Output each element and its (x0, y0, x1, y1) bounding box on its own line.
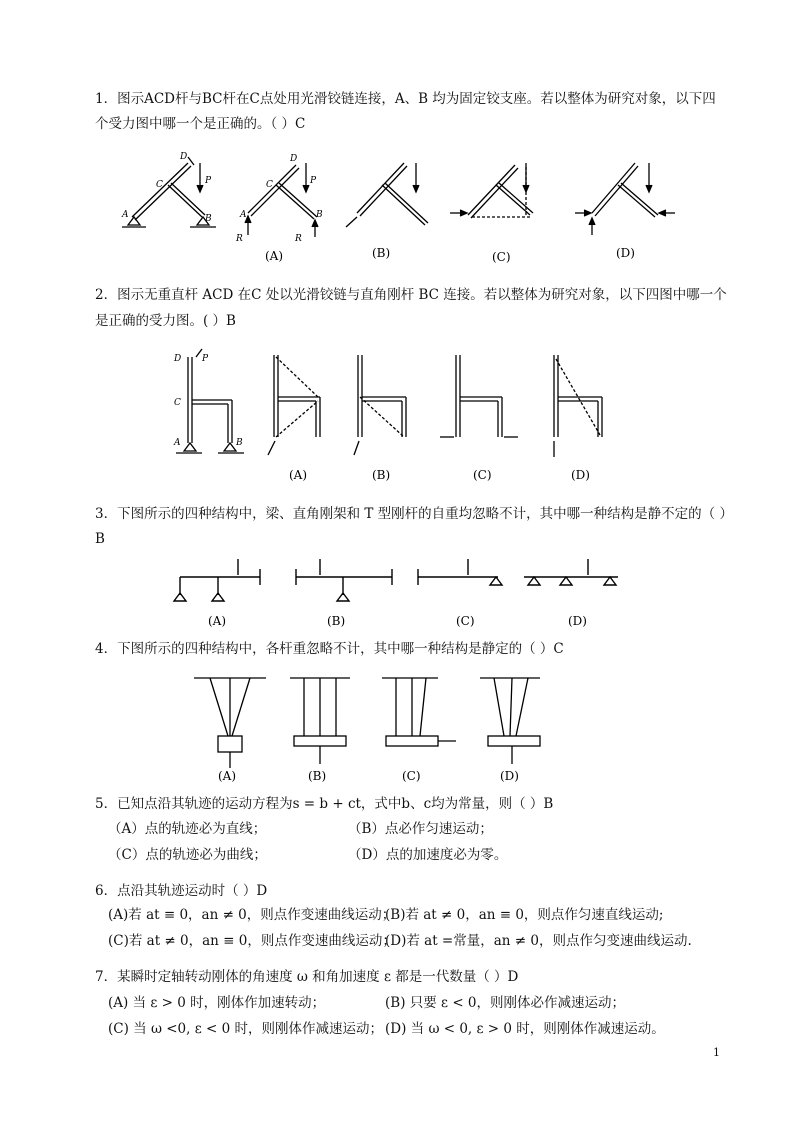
q5-option-a: （A）点的轨迹必为直线； (108, 821, 267, 837)
q6-option-b: (B)若 at ≠ 0，an ≡ 0，则点作匀速直线运动; (385, 907, 664, 923)
q1a-label-b: B (316, 210, 323, 220)
q4-fig-d: (D) (500, 769, 519, 783)
q2-fig-b: (B) (372, 468, 391, 482)
q2-label-p: P (202, 354, 209, 364)
q1-label-p: P (205, 176, 212, 186)
q2-label-d: D (174, 354, 182, 364)
q2-label-c: C (174, 398, 181, 408)
q6-option-a: (A)若 at ≡ 0，an ≠ 0，则点作变速曲线运动； (108, 907, 396, 923)
q5-option-c: （C）点的轨迹必为曲线； (108, 847, 267, 863)
q3-fig-c: (C) (456, 614, 475, 628)
q7-line1: 7．某瞬时定轴转动刚体的角速度 ω 和角加速度 ε 都是一代数量（ ）D (95, 969, 519, 985)
q1a-label-c: C (266, 180, 273, 190)
q1-fig-c: (C) (492, 250, 511, 264)
q1-figure (110, 145, 690, 270)
q3-fig-b: (B) (327, 614, 346, 628)
q6-option-c: (C)若 at ≠ 0，an ≡ 0，则点作变速曲线运动； (108, 933, 396, 949)
q5-option-b: （B）点必作匀速运动； (348, 821, 493, 837)
q3-line2: B (95, 531, 105, 547)
q2-label-a: A (174, 438, 181, 448)
q2-figure (168, 345, 628, 485)
q6-line1: 6．点沿其轨迹运动时（ ）D (95, 883, 268, 899)
q4-fig-c: (C) (402, 769, 421, 783)
q4-fig-a: (A) (218, 769, 237, 783)
q1-label-b: B (205, 214, 212, 224)
q1-line1: 1．图示ACD杆与BC杆在C点处用光滑铰链连接，A、B 均为固定铰支座。若以整体为研究对象，以下四 (95, 91, 716, 107)
q1-fig-a: (A) (265, 249, 284, 263)
q1-label-d: D (180, 152, 188, 162)
q7-option-c: (C) 当 ω <0, ε < 0 时，则刚体作减速运动； (108, 1021, 383, 1037)
q1-fig-b: (B) (372, 246, 391, 260)
q2-line1: 2．图示无重直杆 ACD 在C 处以光滑铰链与直角刚杆 BC 连接。若以整体为研究对象，以下四图中哪一个 (95, 287, 727, 303)
q2-fig-c: (C) (473, 468, 492, 482)
q6-option-d: (D)若 at =常量，an ≠ 0，则点作匀变速曲线运动. (385, 933, 692, 949)
q3-fig-a: (A) (208, 614, 227, 628)
q5-option-d: （D）点的加速度必为零。 (348, 847, 508, 863)
q2-line2: 是正确的受力图。( ）B (95, 313, 236, 329)
q4-line1: 4．下图所示的四种结构中，各杆重忽略不计，其中哪一种结构是静定的（ ）C (95, 641, 564, 657)
q4-figure (190, 668, 560, 783)
q2-fig-a: (A) (289, 468, 308, 482)
q5-line1: 5．已知点沿其轨迹的运动方程为s = b + ct，式中b、c均为常量，则（ ）B (95, 796, 554, 812)
page-number: 1 (713, 1046, 720, 1059)
q3-figure (168, 555, 628, 630)
q1-fig-d: (D) (616, 246, 635, 260)
q1-label-a: A (122, 210, 129, 220)
q3-fig-d: (D) (568, 614, 587, 628)
q1a-label-p: P (310, 176, 317, 186)
q7-option-b: (B) 只要 ε < 0，则刚体必作减速运动； (385, 995, 626, 1011)
q7-option-d: (D) 当 ω < 0, ε > 0 时，则刚体作减速运动。 (385, 1021, 665, 1037)
q1a-label-rb: R (295, 234, 302, 244)
q1a-label-ra: R (236, 234, 243, 244)
q4-fig-b: (B) (308, 769, 327, 783)
q1-label-c: C (156, 180, 163, 190)
q1a-label-d: D (290, 154, 298, 164)
q2-label-b: B (236, 438, 243, 448)
q1a-label-a: A (240, 210, 247, 220)
q2-fig-d: (D) (571, 468, 590, 482)
q7-option-a: (A) 当 ε > 0 时，刚体作加速转动； (108, 995, 326, 1011)
q3-line1: 3．下图所示的四种结构中，梁、直角刚架和 T 型刚杆的自重均忽略不计，其中哪一种结构是静不定的（ ） (95, 506, 733, 522)
q1-line2: 个受力图中哪一个是正确的。（ ）C (95, 116, 306, 132)
